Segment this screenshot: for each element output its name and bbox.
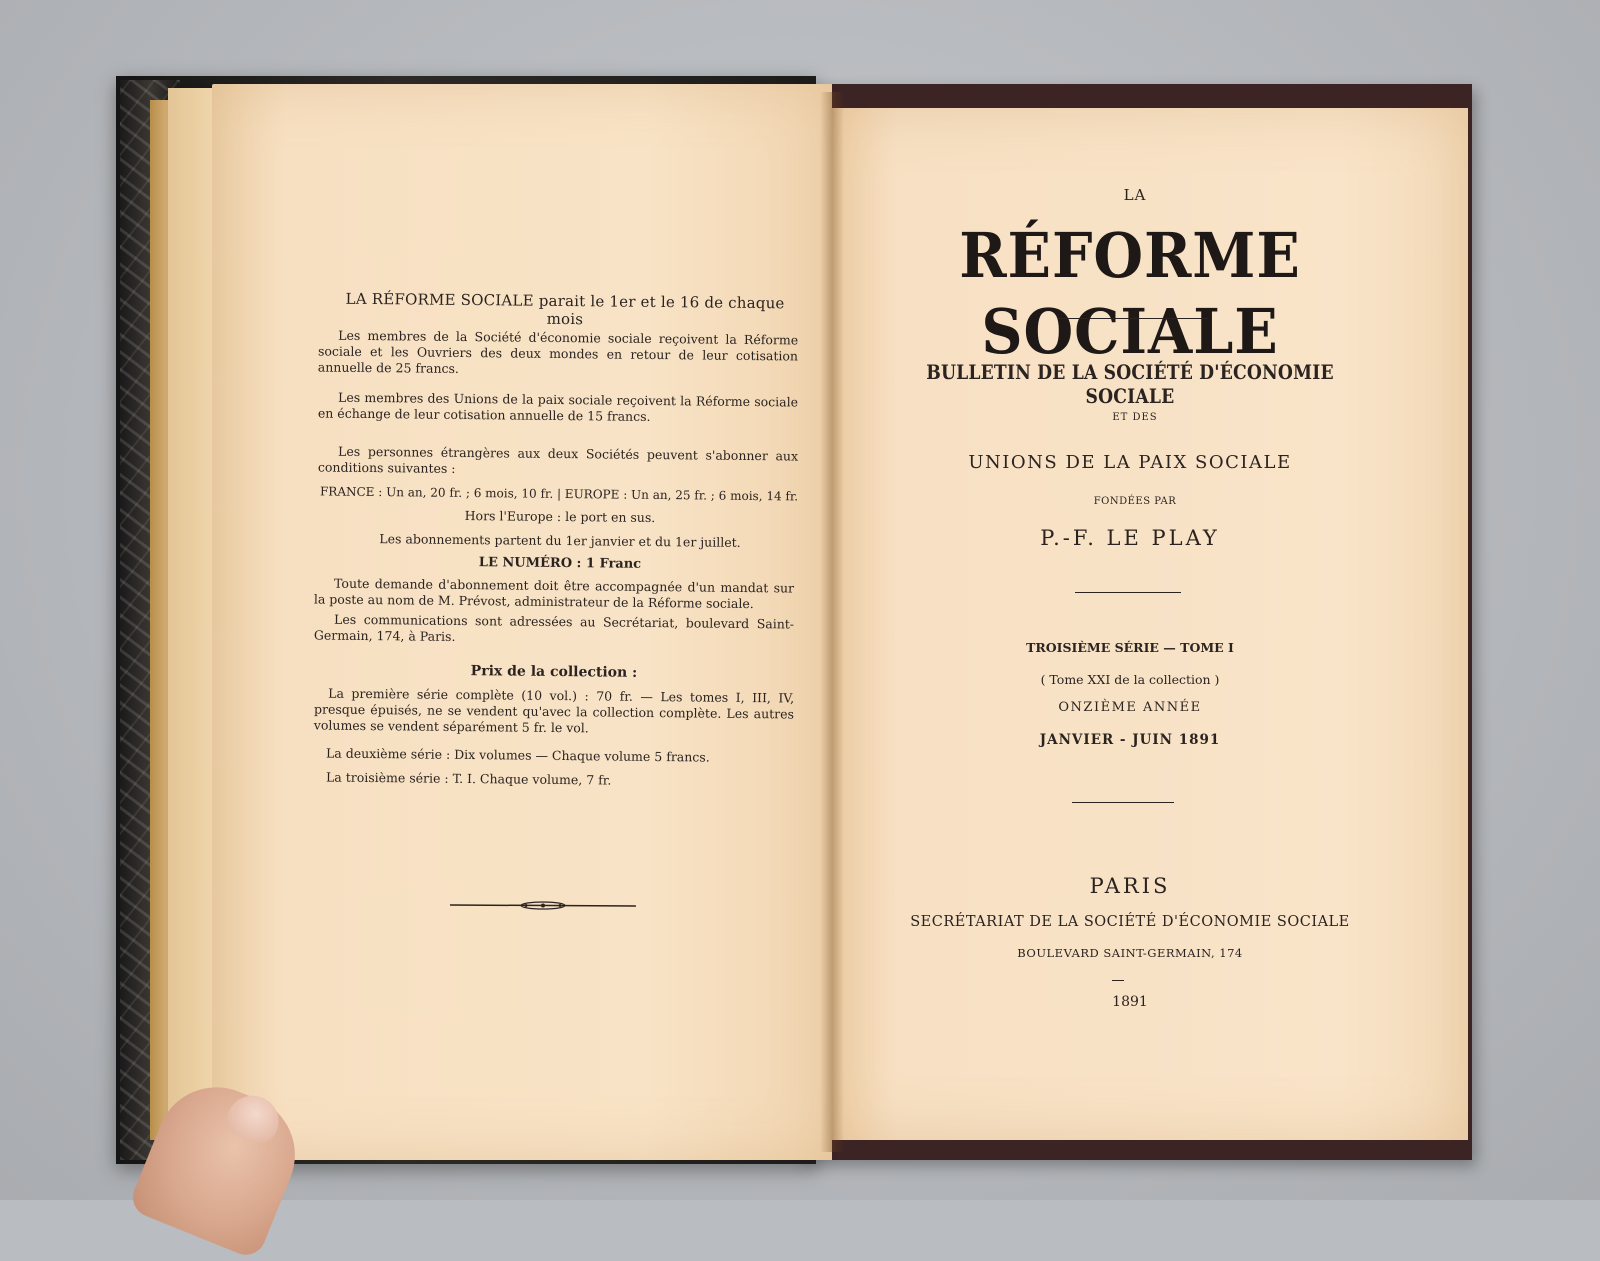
paragraph-communications: Les communications sont adressées au Secrétariat, boulevard Saint-Germain, 174, à Paris.	[313, 611, 795, 644]
paragraph-etrangers: Les personnes étrangères aux deux Sociétés peuvent s'abonner aux conditions suivantes :	[317, 443, 799, 476]
paragraph-membres-societe: Les membres de la Société d'économie sociale reçoivent la Réforme sociale et les Ouvriers des deux mondes en retour de leur cotisation annuelle de 25 francs.	[317, 327, 799, 376]
hors-europe: Hors l'Europe : le port en sus.	[464, 508, 656, 525]
abonnements-dates: Les abonnements partent du 1er janvier et du 1er juillet.	[379, 531, 741, 550]
onzieme-annee: ONZIÈME ANNÉE	[1058, 700, 1202, 715]
author-rule	[1075, 592, 1181, 593]
unions-paix-sociale: UNIONS DE LA PAIX SOCIALE	[968, 452, 1292, 473]
main-title: RÉFORME SOCIALE	[959, 219, 1301, 368]
book-gutter	[820, 92, 844, 1152]
title-rule	[1058, 318, 1208, 319]
imprint-city: PARIS	[1089, 874, 1171, 898]
serie-1-price: La première série complète (10 vol.) : 70 fr. — Les tomes I, III, IV, presque épuisés, ne se vendent qu'avec la collection complète. Les autres volumes se vendent séparément 5 fr. le vol.	[313, 685, 795, 736]
subscription-prices: FRANCE : Un an, 20 fr. ; 6 mois, 10 fr. | EUROPE : Un an, 25 fr. ; 6 mois, 14 fr.	[319, 484, 799, 504]
fondees-par: FONDÉES PAR	[1093, 496, 1177, 507]
collection-title: Prix de la collection :	[470, 663, 638, 681]
imprint-publisher: SECRÉTARIAT DE LA SOCIÉTÉ D'ÉCONOMIE SOCIALE	[910, 914, 1350, 930]
left-heading: LA RÉFORME SOCIALE parait le 1er et le 16 de chaque mois	[345, 289, 785, 329]
paragraph-membres-unions: Les membres des Unions de la paix sociale reçoivent la Réforme sociale en échange de leur cotisation annuelle de 15 francs.	[317, 389, 799, 424]
tome-collection: ( Tome XXI de la collection )	[1040, 672, 1220, 687]
author-le-play: P.-F. LE PLAY	[1040, 526, 1220, 550]
imprint-year: 1891	[1112, 994, 1148, 1010]
imprint-address: BOULEVARD SAINT-GERMAIN, 174	[1017, 946, 1243, 960]
numero-price: LE NUMÉRO : 1 Franc	[478, 555, 642, 572]
dates-rule	[1072, 802, 1174, 803]
serie-2-price: La deuxième série : Dix volumes — Chaque volume 5 francs.	[325, 745, 710, 765]
serie-tome: TROISIÈME SÉRIE — TOME I	[1026, 640, 1234, 655]
ornament-rule-left	[448, 898, 638, 912]
title-la: LA	[1123, 186, 1147, 204]
address-rule	[1112, 980, 1124, 981]
publication-dates: JANVIER - JUIN 1891	[1039, 732, 1221, 748]
subtitle-bulletin: BULLETIN DE LA SOCIÉTÉ D'ÉCONOMIE SOCIALE	[926, 360, 1334, 408]
serie-3-price: La troisième série : T. I. Chaque volume, 7 fr.	[325, 769, 612, 788]
paragraph-demande: Toute demande d'abonnement doit être accompagnée d'un mandat sur la poste au nom de M. Prévost, administrateur de la Réforme sociale.	[313, 575, 795, 612]
et-des: ET DES	[1112, 412, 1158, 423]
